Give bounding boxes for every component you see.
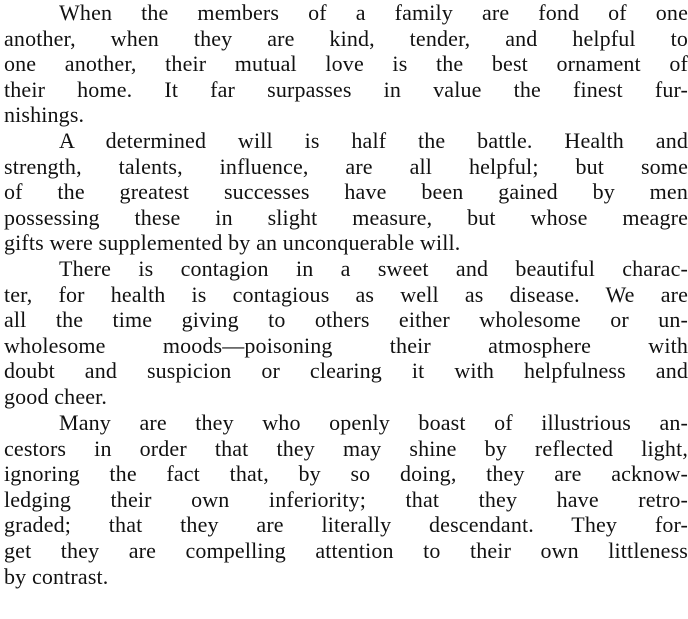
text-line: strength, talents, influence, are all helpful; but some bbox=[4, 153, 688, 179]
paragraph-determined-will bbox=[4, 128, 688, 256]
text-line: their home. It far surpasses in value the finest fur- bbox=[4, 76, 688, 102]
text-line: ignoring the fact that, by so doing, they are acknow- bbox=[4, 461, 688, 487]
text-line: of the greatest successes have been gained by men bbox=[4, 179, 688, 205]
text-line: one another, their mutual love is the best ornament of bbox=[4, 51, 688, 77]
text-line: another, when they are kind, tender, and helpful to bbox=[4, 25, 688, 51]
text-line: all the time giving to others either wholesome or un- bbox=[4, 307, 688, 333]
text-line: ter, for health is contagious as well as disease. We are bbox=[4, 281, 688, 307]
text-line: graded; that they are literally descendant. They for- bbox=[4, 512, 688, 538]
text-line: doubt and suspicion or clearing it with helpfulness and bbox=[4, 358, 688, 384]
text-line: Many are they who openly boast of illustrious an- bbox=[59, 410, 688, 435]
paragraph-family-love bbox=[4, 0, 688, 128]
paragraph-contagion bbox=[4, 256, 688, 410]
text-line: cestors in order that they may shine by reflected light, bbox=[4, 435, 688, 461]
paragraph-ancestors bbox=[4, 410, 688, 589]
text-line: good cheer. bbox=[4, 383, 108, 409]
text-line: gifts were supplemented by an unconquerable will. bbox=[4, 230, 461, 256]
text-line: A determined will is half the battle. Health and bbox=[59, 128, 688, 153]
text-line: nishings. bbox=[4, 102, 85, 128]
text-line: by contrast. bbox=[4, 563, 109, 589]
text-line: There is contagion in a sweet and beautiful charac- bbox=[59, 256, 688, 281]
text-line: get they are compelling attention to their own littleness bbox=[4, 537, 688, 563]
text-line: ledging their own inferiority; that they have retro- bbox=[4, 486, 688, 512]
text-line: possessing these in slight measure, but whose meagre bbox=[4, 204, 688, 230]
text-line: When the members of a family are fond of one bbox=[59, 0, 688, 25]
text-line: wholesome moods—poisoning their atmosphere with bbox=[4, 332, 688, 358]
